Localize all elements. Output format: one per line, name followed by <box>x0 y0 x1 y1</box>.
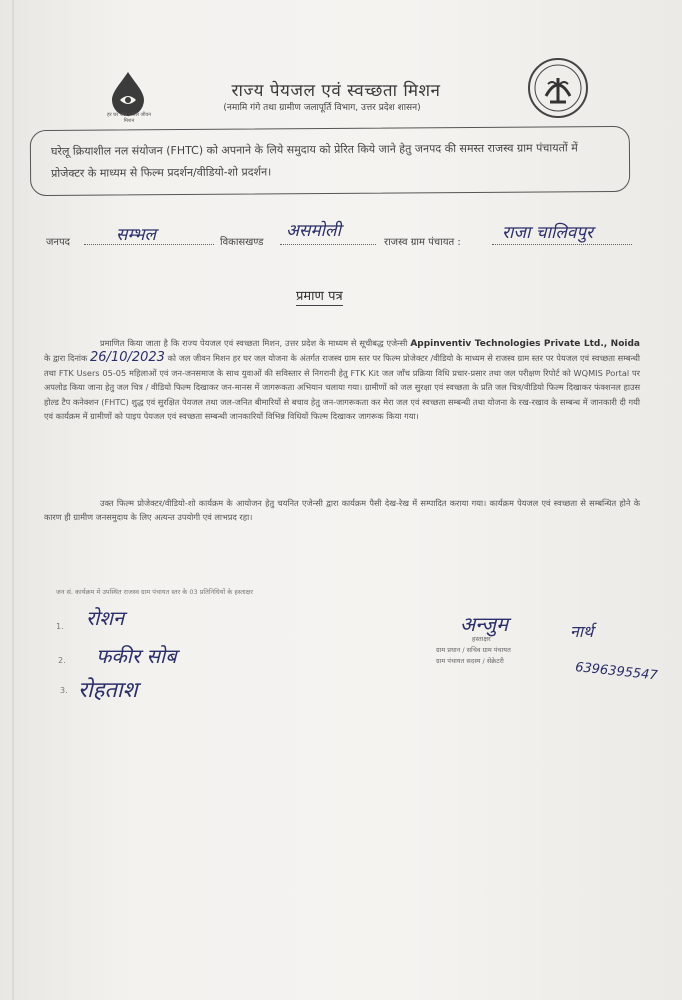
logo-caption: हर घर जल / जल जीवन मिशन <box>106 112 152 124</box>
pradhan-signature: अन्जुम <box>460 612 509 636</box>
agency-name: Appinventiv Technologies Private Ltd., Noida <box>410 339 640 349</box>
signature-2: फकीर सोब <box>96 644 177 668</box>
certificate-paragraph-2: उक्त फिल्म प्रोजेक्टर/वीडियो-शो कार्यक्रम के आयोजन हेतु चयनित एजेन्सी द्वारा कार्यक्रम पैसी देख-रेख में सम्पादित कराया गया। कार्यक्रम पेयजल एवं स्वच्छता से सम्बन्धित होने के कारण ही ग्रामीण जनसमुदाय के लिए अत्यन्त उपयोगी एवं लाभप्रद रहा। <box>44 498 640 523</box>
signature-3: रोहताश <box>78 678 138 703</box>
program-date: 26/10/2023 <box>90 350 165 366</box>
pradhan-caption: हस्ताक्षर ग्राम प्रधान / सचिव ग्राम पंचायत ग्राम पंचायत सदस्य / सेक्रेटरी <box>436 635 511 665</box>
vikaskhand-value: असमोली <box>286 221 341 241</box>
gram-panchayat-label: राजस्व ग्राम पंचायत : <box>384 237 461 248</box>
mission-title: राज्य पेयजल एवं स्वच्छता मिशन <box>231 81 441 101</box>
sig-number-2: 2. <box>58 656 66 665</box>
vikaskhand-label: विकासखण्ड <box>220 237 264 248</box>
certificate-title: प्रमाण पत्र <box>296 286 343 306</box>
pradhan-phone: 6396395547 <box>574 660 659 684</box>
pradhan-signature-extra: नार्थ <box>570 622 594 641</box>
janpad-value: सम्भल <box>116 225 157 245</box>
janpad-label: जनपद <box>46 237 70 248</box>
up-government-emblem <box>526 56 590 120</box>
gram-panchayat-value: राजा चालिवपुर <box>502 223 593 243</box>
signatures-note: जन सं. कार्यक्रम में उपस्थित राजस्व ग्राम पंचायत स्तर के 03 प्रतिनिधियों के हस्ताक्षर <box>56 588 254 596</box>
location-fields <box>46 221 646 252</box>
jal-jeevan-mission-logo <box>100 70 156 134</box>
sig-number-1: 1. <box>56 622 64 631</box>
signature-1: रोशन <box>86 606 125 630</box>
certificate-body: प्रमाणित किया जाता है कि राज्य पेयजल एवं स्वच्छता मिशन, उत्तर प्रदेश के माध्यम से सूचीबद्ध एजेन्सी Appinventiv Technologies Private Ltd., Noida के द्वारा दिनांक 26/10/2023 को जल जीवन मिशन हर घर जल योजना के अंतर्गत राजस्व ग्राम स्तर पर फिल्म प्रोजेक्टर /वीडियो के माध्यम से राजस्व ग्राम स्तर पर पेयजल एवं स्वच्छता सम्बन्धी तथा FTK Users 05-05 महिलाओं एवं जन-जनसमाज के साथ युवाओं की सविस्तार से निगरानी हेतु FTK Kit जल जाँच प्रक्रिया विधि प्रचार-प्रसार तथा जल परीक्षण रिपोर्ट को WQMIS Portal पर अपलोड किया जाना हेतु जल चित्र / वीडियो फिल्म दिखाकर जन-मानस में जागरूकता अभियान चलाया गया। ग्रामीणों को जल सुरक्षा एवं स्वच्छता के प्रति जल चित्र/वीडियो फिल्म दिखाकर फंक्शनल हाउस होल्ड टैप कनेक्शन (FHTC) शुद्ध एवं सुरक्षित पेयजल तथा जल-जनित बीमारियों से बचाव हेतु जन-जागरूकता कर मेरा जल एवं स्वच्छता सम्बन्धी तथा योजना के रख-रखाव के सम्बन्ध में जानकारी दी गयी एवं कार्यक्रम में ग्रामीणों को पाइप पेयजल एवं स्वच्छता सम्बन्धी जानकारियों विभिन्न विधियों फिल्म दिखाकर जागरूक किया गया। <box>44 338 640 422</box>
sig-number-3: 3. <box>60 686 68 695</box>
mission-subtitle: (नमामि गंगे तथा ग्रामीण जलापूर्ति विभाग, उत्तर प्रदेश शासन) <box>223 103 421 113</box>
program-banner: घरेलू क्रियाशील नल संयोजन (FHTC) को अपनाने के लिये समुदाय को प्रेरित किये जाने हेतु जनपद की समस्त राजस्व ग्राम पंचायतों में प्रोजेक्टर के माध्यम से फिल्म प्रदर्शन/वीडियो-शो प्रदर्शन। <box>30 126 630 196</box>
